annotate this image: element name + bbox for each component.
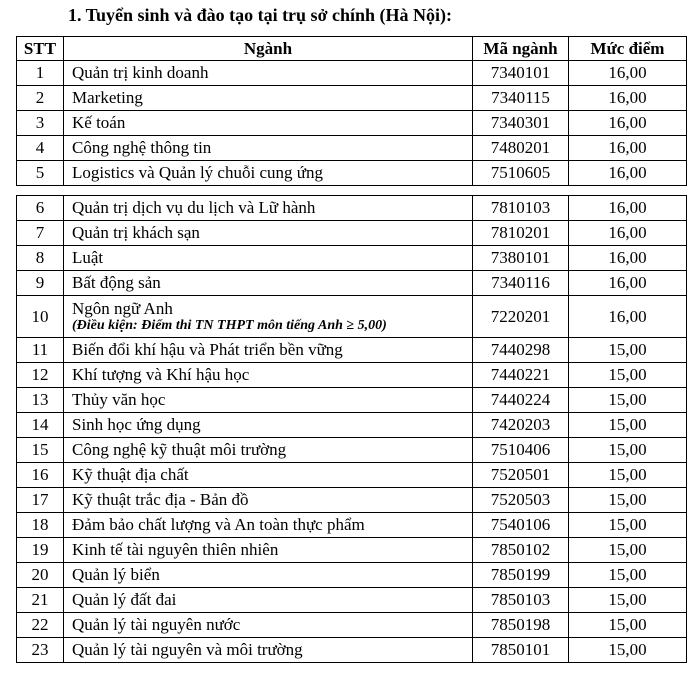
row-stt: 6 (17, 196, 64, 221)
row-major-code: 7340116 (473, 271, 569, 296)
row-stt: 8 (17, 246, 64, 271)
row-major-name: Kinh tế tài nguyên thiên nhiên (72, 540, 279, 559)
row-major-cell (64, 588, 473, 613)
row-stt: 11 (17, 338, 64, 363)
row-stt: 23 (17, 638, 64, 663)
row-score: 16,00 (569, 271, 687, 296)
row-score: 15,00 (569, 488, 687, 513)
row-score: 16,00 (569, 136, 687, 161)
table-row (17, 438, 687, 463)
row-major-code: 7850101 (473, 638, 569, 663)
table-row (17, 161, 687, 186)
row-major-cell (64, 438, 473, 463)
row-major-cell (64, 246, 473, 271)
row-major-cell (64, 161, 473, 186)
table-row (17, 86, 687, 111)
row-major-code: 7850198 (473, 613, 569, 638)
row-major-name: Bất động sản (72, 273, 161, 292)
row-major-code: 7340101 (473, 61, 569, 86)
row-stt: 20 (17, 563, 64, 588)
row-score: 15,00 (569, 463, 687, 488)
row-major-code: 7510605 (473, 161, 569, 186)
table-row (17, 196, 687, 221)
table-row (17, 563, 687, 588)
table-row (17, 111, 687, 136)
column-header-code: Mã ngành (473, 37, 569, 61)
row-score: 15,00 (569, 388, 687, 413)
row-stt: 5 (17, 161, 64, 186)
row-stt: 15 (17, 438, 64, 463)
row-major-name: Kế toán (72, 113, 126, 132)
column-header-score: Mức điểm (569, 37, 687, 61)
row-major-name: Quản trị dịch vụ du lịch và Lữ hành (72, 198, 316, 217)
row-score: 15,00 (569, 638, 687, 663)
row-major-name: Khí tượng và Khí hậu học (72, 365, 250, 384)
row-major-code: 7850199 (473, 563, 569, 588)
row-stt: 7 (17, 221, 64, 246)
row-stt: 16 (17, 463, 64, 488)
row-major-code: 7220201 (473, 296, 569, 338)
row-major-code: 7440298 (473, 338, 569, 363)
page-break-gap-cell (64, 186, 473, 196)
row-score: 15,00 (569, 513, 687, 538)
row-major-cell (64, 463, 473, 488)
row-stt: 17 (17, 488, 64, 513)
row-major-condition-note: (Điều kiện: Điểm thi TN THPT môn tiếng Anh ≥ 5,00) (72, 318, 387, 333)
row-major-name: Luật (72, 248, 104, 267)
row-major-name: Đảm bảo chất lượng và An toàn thực phẩm (72, 515, 365, 534)
row-stt: 12 (17, 363, 64, 388)
page-break-gap-cell (569, 186, 687, 196)
row-major-cell (64, 413, 473, 438)
table-row (17, 588, 687, 613)
row-stt: 22 (17, 613, 64, 638)
row-major-code: 7850102 (473, 538, 569, 563)
table-row (17, 221, 687, 246)
row-score: 16,00 (569, 196, 687, 221)
table-row (17, 388, 687, 413)
row-score: 16,00 (569, 161, 687, 186)
row-major-cell (64, 488, 473, 513)
page-break-gap-cell (473, 186, 569, 196)
row-stt: 4 (17, 136, 64, 161)
row-stt: 13 (17, 388, 64, 413)
row-major-name: Ngôn ngữ Anh (72, 299, 173, 318)
row-major-cell (64, 538, 473, 563)
row-score: 15,00 (569, 413, 687, 438)
row-stt: 2 (17, 86, 64, 111)
row-major-cell (64, 271, 473, 296)
row-major-cell (64, 296, 473, 338)
row-stt: 14 (17, 413, 64, 438)
row-major-code: 7340115 (473, 86, 569, 111)
row-major-name: Công nghệ kỹ thuật môi trường (72, 440, 287, 459)
row-major-name: Marketing (72, 88, 143, 107)
row-stt: 9 (17, 271, 64, 296)
page-break-gap (17, 186, 687, 196)
column-header-major: Ngành (64, 37, 473, 61)
row-stt: 1 (17, 61, 64, 86)
row-major-code: 7380101 (473, 246, 569, 271)
row-major-cell (64, 613, 473, 638)
row-stt: 3 (17, 111, 64, 136)
row-major-name: Kỹ thuật trắc địa - Bản đồ (72, 490, 249, 509)
row-major-code: 7440221 (473, 363, 569, 388)
row-major-cell (64, 513, 473, 538)
row-score: 16,00 (569, 221, 687, 246)
row-major-code: 7810103 (473, 196, 569, 221)
row-stt: 10 (17, 296, 64, 338)
table-row (17, 638, 687, 663)
table-row (17, 413, 687, 438)
row-score: 15,00 (569, 538, 687, 563)
row-stt: 21 (17, 588, 64, 613)
section-heading: 1. Tuyển sinh và đào tạo tại trụ sở chính (Hà Nội): (68, 5, 453, 25)
table-row (17, 363, 687, 388)
row-score: 15,00 (569, 563, 687, 588)
row-score: 16,00 (569, 61, 687, 86)
table-row (17, 463, 687, 488)
row-major-name: Logistics và Quản lý chuỗi cung ứng (72, 163, 323, 182)
row-major-code: 7850103 (473, 588, 569, 613)
row-score: 16,00 (569, 246, 687, 271)
row-major-cell (64, 86, 473, 111)
row-major-cell (64, 563, 473, 588)
row-major-name: Biến đổi khí hậu và Phát triển bền vững (72, 340, 343, 359)
row-major-name: Thủy văn học (72, 390, 166, 409)
row-major-cell (64, 196, 473, 221)
table-row (17, 61, 687, 86)
table-row (17, 513, 687, 538)
row-major-name: Công nghệ thông tin (72, 138, 212, 157)
row-major-cell (64, 363, 473, 388)
table-row (17, 136, 687, 161)
row-major-name: Quản lý biển (72, 565, 160, 584)
row-major-cell (64, 638, 473, 663)
table-body (17, 61, 687, 663)
row-major-cell (64, 338, 473, 363)
row-major-code: 7440224 (473, 388, 569, 413)
table-row (17, 613, 687, 638)
row-major-cell (64, 136, 473, 161)
row-major-name: Quản lý đất đai (72, 590, 177, 609)
row-score: 16,00 (569, 86, 687, 111)
row-major-cell (64, 61, 473, 86)
row-stt: 18 (17, 513, 64, 538)
table-row (17, 338, 687, 363)
row-major-name: Sinh học ứng dụng (72, 415, 201, 434)
table-row (17, 296, 687, 338)
row-major-code: 7340301 (473, 111, 569, 136)
row-major-name: Kỹ thuật địa chất (72, 465, 189, 484)
row-major-code: 7520501 (473, 463, 569, 488)
admission-score-table (16, 36, 687, 663)
row-major-code: 7520503 (473, 488, 569, 513)
row-major-name: Quản lý tài nguyên nước (72, 615, 241, 634)
row-major-code: 7420203 (473, 413, 569, 438)
row-major-cell (64, 111, 473, 136)
row-major-name: Quản trị khách sạn (72, 223, 200, 242)
table-row (17, 488, 687, 513)
column-header-stt: STT (17, 37, 64, 61)
table-row (17, 271, 687, 296)
page-break-gap-cell (17, 186, 64, 196)
row-score: 15,00 (569, 438, 687, 463)
table-row (17, 538, 687, 563)
row-major-code: 7810201 (473, 221, 569, 246)
table-row (17, 246, 687, 271)
row-major-name: Quản lý tài nguyên và môi trường (72, 640, 303, 659)
row-major-name: Quản trị kinh doanh (72, 63, 209, 82)
row-major-cell (64, 221, 473, 246)
row-stt: 19 (17, 538, 64, 563)
row-score: 16,00 (569, 296, 687, 338)
row-major-code: 7510406 (473, 438, 569, 463)
row-score: 15,00 (569, 338, 687, 363)
row-major-code: 7480201 (473, 136, 569, 161)
row-major-cell (64, 388, 473, 413)
table-header-row (17, 37, 687, 61)
row-score: 15,00 (569, 363, 687, 388)
row-score: 16,00 (569, 111, 687, 136)
row-score: 15,00 (569, 588, 687, 613)
row-major-code: 7540106 (473, 513, 569, 538)
row-score: 15,00 (569, 613, 687, 638)
